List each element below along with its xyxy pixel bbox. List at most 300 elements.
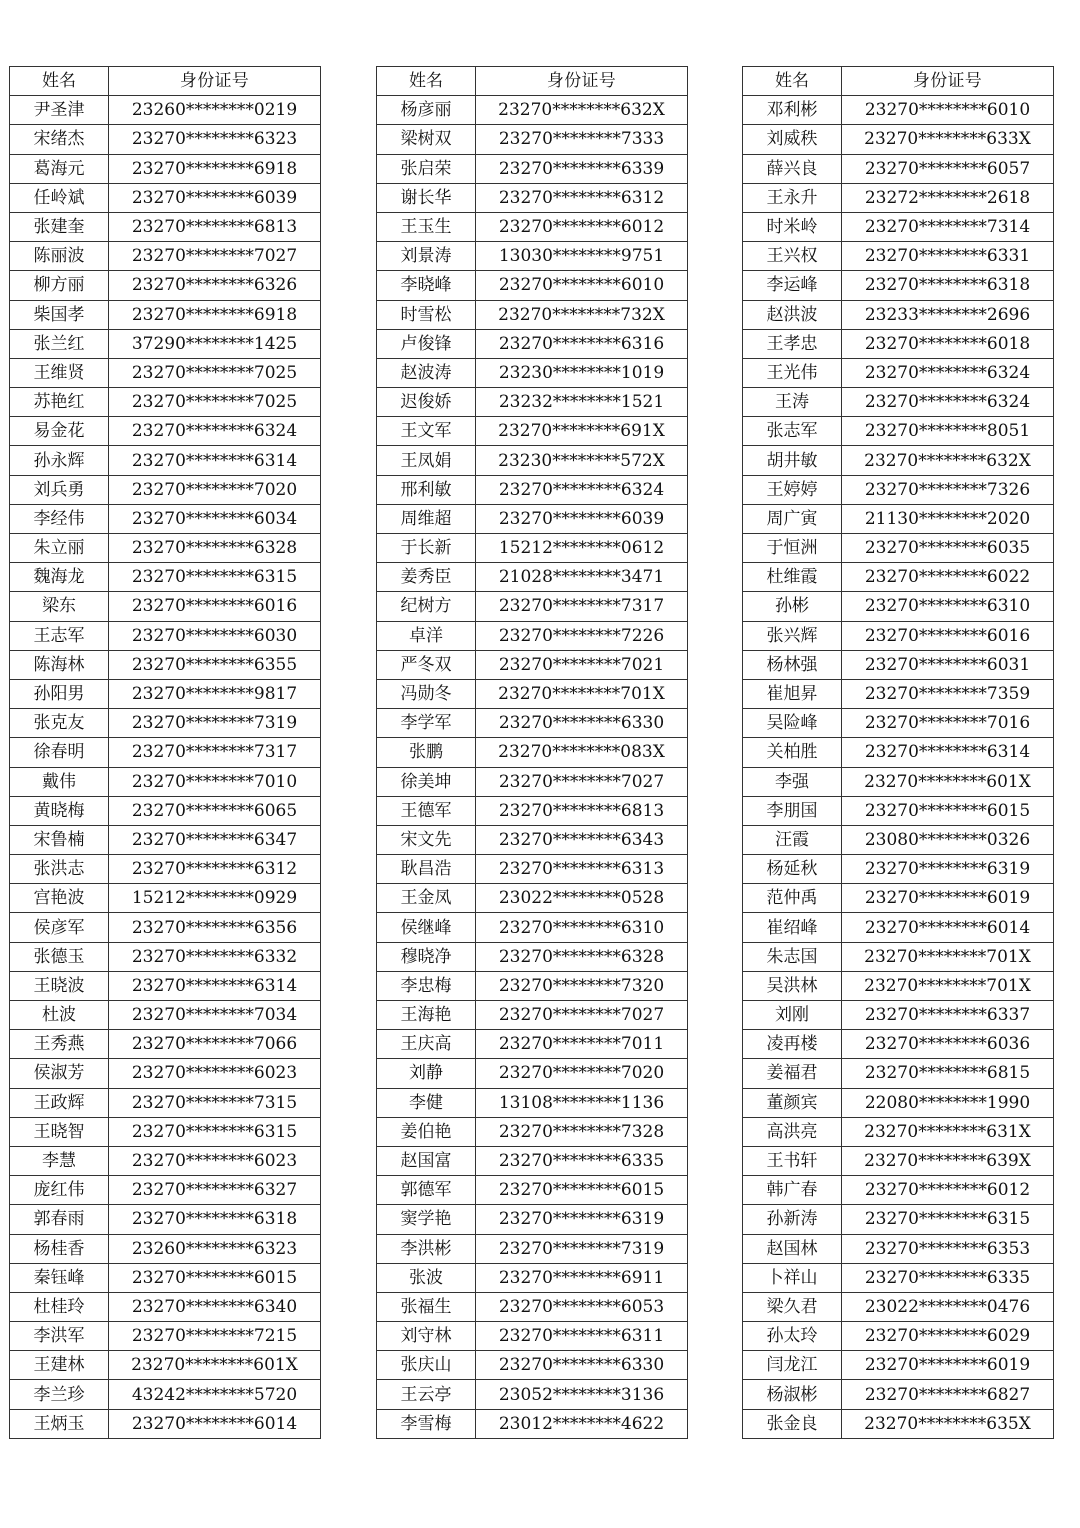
table-row <box>743 96 1054 125</box>
id-number-cell: 23270********6347 <box>109 825 321 854</box>
id-number-cell: 23270********6318 <box>109 1205 321 1234</box>
name-cell: 王维贤 <box>10 358 109 387</box>
table-row <box>10 300 321 329</box>
id-number-cell: 23270********6030 <box>109 621 321 650</box>
roster-table-3 <box>742 66 1054 1439</box>
table-row <box>743 242 1054 271</box>
table-row <box>377 242 688 271</box>
table-row <box>377 475 688 504</box>
name-cell: 张德玉 <box>10 942 109 971</box>
table-row <box>377 1380 688 1409</box>
table-row <box>377 271 688 300</box>
name-cell: 邓利彬 <box>743 96 842 125</box>
table-row <box>10 534 321 563</box>
id-number-cell: 37290********1425 <box>109 329 321 358</box>
table-row <box>743 271 1054 300</box>
name-cell: 姜秀臣 <box>377 563 476 592</box>
id-number-cell: 23270********6340 <box>109 1292 321 1321</box>
id-number-cell: 23270********7326 <box>842 475 1054 504</box>
name-cell: 吴洪林 <box>743 971 842 1000</box>
table-row <box>10 942 321 971</box>
id-number-cell: 13030********9751 <box>476 242 688 271</box>
id-number-cell: 23260********6323 <box>109 1234 321 1263</box>
table-row <box>377 709 688 738</box>
name-cell: 李经伟 <box>10 504 109 533</box>
name-cell: 姜伯艳 <box>377 1117 476 1146</box>
name-cell: 王光伟 <box>743 358 842 387</box>
table-row <box>743 563 1054 592</box>
table-row <box>10 621 321 650</box>
id-number-cell: 23270********6326 <box>109 271 321 300</box>
id-number-cell: 23270********7319 <box>109 709 321 738</box>
table-row <box>10 96 321 125</box>
name-cell: 凌再楼 <box>743 1030 842 1059</box>
table-row <box>743 650 1054 679</box>
name-cell: 秦钰峰 <box>10 1263 109 1292</box>
table-row <box>10 446 321 475</box>
table-row <box>743 913 1054 942</box>
id-number-cell: 23270********6035 <box>842 534 1054 563</box>
table-row <box>743 679 1054 708</box>
name-cell: 王晓波 <box>10 971 109 1000</box>
id-number-cell: 23270********6335 <box>476 1146 688 1175</box>
name-cell: 王金凤 <box>377 884 476 913</box>
name-cell: 吴险峰 <box>743 709 842 738</box>
name-cell: 卜祥山 <box>743 1263 842 1292</box>
id-number-cell: 23270********6023 <box>109 1059 321 1088</box>
id-number-cell: 23270********6014 <box>109 1409 321 1438</box>
table-row <box>377 592 688 621</box>
name-cell: 孙彬 <box>743 592 842 621</box>
table-row <box>743 183 1054 212</box>
id-number-cell: 23270********7027 <box>476 1001 688 1030</box>
name-cell: 李兰珍 <box>10 1380 109 1409</box>
table-row <box>743 446 1054 475</box>
id-number-cell: 23080********0326 <box>842 825 1054 854</box>
id-number-cell: 23270********6015 <box>476 1176 688 1205</box>
table-row <box>10 154 321 183</box>
id-number-cell: 23270********6827 <box>842 1380 1054 1409</box>
id-number-cell: 23270********6034 <box>109 504 321 533</box>
name-cell: 王婷婷 <box>743 475 842 504</box>
table-row <box>743 796 1054 825</box>
id-number-cell: 23270********6016 <box>842 621 1054 650</box>
name-cell: 陈海林 <box>10 650 109 679</box>
name-cell: 杨淑彬 <box>743 1380 842 1409</box>
table-row <box>377 300 688 329</box>
table-row <box>10 417 321 446</box>
id-number-cell: 23270********691X <box>476 417 688 446</box>
name-cell: 杨林强 <box>743 650 842 679</box>
table-row <box>377 1322 688 1351</box>
id-number-cell: 23270********6310 <box>842 592 1054 621</box>
name-cell: 李学军 <box>377 709 476 738</box>
table-row <box>743 942 1054 971</box>
id-header: 身份证号 <box>842 67 1054 96</box>
table-row <box>743 212 1054 241</box>
table-row <box>10 884 321 913</box>
id-header: 身份证号 <box>476 67 688 96</box>
table-row <box>10 1001 321 1030</box>
id-number-cell: 23270********6012 <box>842 1176 1054 1205</box>
table-row <box>377 1351 688 1380</box>
table-row <box>743 358 1054 387</box>
table-row <box>10 592 321 621</box>
name-cell: 卢俊锋 <box>377 329 476 358</box>
id-number-cell: 23270********7315 <box>109 1088 321 1117</box>
name-cell: 王德军 <box>377 796 476 825</box>
roster-table-1 <box>9 66 321 1439</box>
table-row <box>743 475 1054 504</box>
table-row <box>377 971 688 1000</box>
table-row <box>743 1059 1054 1088</box>
name-cell: 刘静 <box>377 1059 476 1088</box>
name-cell: 刘威秩 <box>743 125 842 154</box>
id-number-cell: 23270********7333 <box>476 125 688 154</box>
id-number-cell: 23270********6918 <box>109 300 321 329</box>
name-cell: 姜福君 <box>743 1059 842 1088</box>
name-cell: 卓洋 <box>377 621 476 650</box>
table-row <box>743 1351 1054 1380</box>
id-number-cell: 23270********6310 <box>476 913 688 942</box>
name-cell: 杨延秋 <box>743 855 842 884</box>
table-row <box>377 1030 688 1059</box>
id-number-cell: 23270********6039 <box>476 504 688 533</box>
name-cell: 范仲禹 <box>743 884 842 913</box>
table-row <box>743 1176 1054 1205</box>
table-row <box>743 825 1054 854</box>
id-number-cell: 23270********6314 <box>109 446 321 475</box>
name-cell: 刘刚 <box>743 1001 842 1030</box>
name-cell: 李洪军 <box>10 1322 109 1351</box>
name-cell: 赵国富 <box>377 1146 476 1175</box>
name-cell: 宫艳波 <box>10 884 109 913</box>
table-row <box>10 125 321 154</box>
table-row <box>377 446 688 475</box>
table-row <box>10 242 321 271</box>
name-cell: 邢利敏 <box>377 475 476 504</box>
id-number-cell: 23270********6324 <box>842 388 1054 417</box>
id-number-cell: 23270********7215 <box>109 1322 321 1351</box>
table-body <box>10 96 321 1439</box>
table-row <box>10 1409 321 1438</box>
name-cell: 李慧 <box>10 1146 109 1175</box>
name-cell: 穆晓净 <box>377 942 476 971</box>
id-number-cell: 23270********6018 <box>842 329 1054 358</box>
name-cell: 宋鲁楠 <box>10 825 109 854</box>
table-row <box>10 329 321 358</box>
name-cell: 高洪亮 <box>743 1117 842 1146</box>
name-cell: 张启荣 <box>377 154 476 183</box>
table-row <box>743 767 1054 796</box>
name-cell: 耿昌浩 <box>377 855 476 884</box>
id-number-cell: 23270********6053 <box>476 1292 688 1321</box>
name-cell: 侯继峰 <box>377 913 476 942</box>
name-cell: 严冬双 <box>377 650 476 679</box>
id-number-cell: 23270********6318 <box>842 271 1054 300</box>
id-number-cell: 23270********7319 <box>476 1234 688 1263</box>
id-number-cell: 23270********6315 <box>109 1117 321 1146</box>
name-cell: 于长新 <box>377 534 476 563</box>
table-row <box>377 96 688 125</box>
table-row <box>377 125 688 154</box>
name-cell: 王永升 <box>743 183 842 212</box>
id-number-cell: 23270********632X <box>842 446 1054 475</box>
name-cell: 关柏胜 <box>743 738 842 767</box>
name-cell: 时雪松 <box>377 300 476 329</box>
id-number-cell: 23270********6813 <box>109 212 321 241</box>
id-number-cell: 23012********4622 <box>476 1409 688 1438</box>
id-number-cell: 23270********7314 <box>842 212 1054 241</box>
id-number-cell: 23270********6335 <box>842 1263 1054 1292</box>
id-number-cell: 23270********6356 <box>109 913 321 942</box>
table-row <box>743 1205 1054 1234</box>
table-row <box>10 358 321 387</box>
name-cell: 刘景涛 <box>377 242 476 271</box>
id-number-cell: 23270********7226 <box>476 621 688 650</box>
table-row <box>743 971 1054 1000</box>
id-number-cell: 23270********7359 <box>842 679 1054 708</box>
table-row <box>377 534 688 563</box>
table-row <box>743 125 1054 154</box>
table-row <box>10 767 321 796</box>
name-cell: 王秀燕 <box>10 1030 109 1059</box>
table-row <box>10 796 321 825</box>
id-number-cell: 23022********0528 <box>476 884 688 913</box>
table-row <box>10 1117 321 1146</box>
name-cell: 张兰红 <box>10 329 109 358</box>
table-row <box>10 913 321 942</box>
table-row <box>377 679 688 708</box>
name-cell: 刘守林 <box>377 1322 476 1351</box>
id-number-cell: 23270********6039 <box>109 183 321 212</box>
name-cell: 张庆山 <box>377 1351 476 1380</box>
name-cell: 梁东 <box>10 592 109 621</box>
name-cell: 李忠梅 <box>377 971 476 1000</box>
name-header: 姓名 <box>10 67 109 96</box>
header-row <box>743 67 1054 96</box>
id-number-cell: 23270********633X <box>842 125 1054 154</box>
table-row <box>377 212 688 241</box>
table-row <box>743 738 1054 767</box>
table-row <box>10 1263 321 1292</box>
name-cell: 张鹏 <box>377 738 476 767</box>
table-row <box>743 1409 1054 1438</box>
id-number-cell: 23270********6019 <box>842 884 1054 913</box>
name-cell: 崔旭昇 <box>743 679 842 708</box>
id-number-cell: 23270********6023 <box>109 1146 321 1175</box>
name-cell: 李洪彬 <box>377 1234 476 1263</box>
table-row <box>377 796 688 825</box>
id-number-cell: 23270********6319 <box>476 1205 688 1234</box>
table-row <box>743 534 1054 563</box>
id-number-cell: 23270********601X <box>842 767 1054 796</box>
name-cell: 窦学艳 <box>377 1205 476 1234</box>
id-number-cell: 23233********2696 <box>842 300 1054 329</box>
id-number-cell: 23270********701X <box>476 679 688 708</box>
id-number-cell: 21028********3471 <box>476 563 688 592</box>
name-cell: 王涛 <box>743 388 842 417</box>
name-cell: 王志军 <box>10 621 109 650</box>
table-row <box>743 884 1054 913</box>
name-cell: 张波 <box>377 1263 476 1292</box>
table-row <box>10 709 321 738</box>
id-number-cell: 23270********6319 <box>842 855 1054 884</box>
id-number-cell: 23270********6911 <box>476 1263 688 1292</box>
name-cell: 陈丽波 <box>10 242 109 271</box>
name-cell: 徐美坤 <box>377 767 476 796</box>
name-cell: 赵波涛 <box>377 358 476 387</box>
table-row <box>10 1322 321 1351</box>
name-cell: 梁树双 <box>377 125 476 154</box>
id-number-cell: 23270********6029 <box>842 1322 1054 1351</box>
name-cell: 宋文先 <box>377 825 476 854</box>
id-number-cell: 23270********6065 <box>109 796 321 825</box>
table-row <box>10 388 321 417</box>
name-cell: 柴国孝 <box>10 300 109 329</box>
id-number-cell: 23270********732X <box>476 300 688 329</box>
id-number-cell: 23270********6036 <box>842 1030 1054 1059</box>
name-cell: 杨彦丽 <box>377 96 476 125</box>
table-row <box>743 621 1054 650</box>
table-row <box>377 417 688 446</box>
table-row <box>743 1322 1054 1351</box>
name-cell: 李晓峰 <box>377 271 476 300</box>
id-number-cell: 23270********7020 <box>109 475 321 504</box>
id-number-cell: 23270********6311 <box>476 1322 688 1351</box>
header-row <box>377 67 688 96</box>
name-cell: 孙阳男 <box>10 679 109 708</box>
name-cell: 庞红伟 <box>10 1176 109 1205</box>
table-row <box>743 1292 1054 1321</box>
name-cell: 王孝忠 <box>743 329 842 358</box>
name-cell: 葛海元 <box>10 154 109 183</box>
name-header: 姓名 <box>377 67 476 96</box>
name-cell: 易金花 <box>10 417 109 446</box>
table-row <box>10 563 321 592</box>
table-row <box>743 1001 1054 1030</box>
table-row <box>10 1059 321 1088</box>
id-number-cell: 23270********6815 <box>842 1059 1054 1088</box>
name-cell: 王玉生 <box>377 212 476 241</box>
name-cell: 魏海龙 <box>10 563 109 592</box>
id-number-cell: 23270********6918 <box>109 154 321 183</box>
id-number-cell: 23270********7021 <box>476 650 688 679</box>
name-cell: 朱立丽 <box>10 534 109 563</box>
id-number-cell: 23270********6343 <box>476 825 688 854</box>
id-number-cell: 43242********5720 <box>109 1380 321 1409</box>
name-cell: 王文军 <box>377 417 476 446</box>
id-number-cell: 23270********639X <box>842 1146 1054 1175</box>
table-row <box>10 1205 321 1234</box>
id-number-cell: 23270********6313 <box>476 855 688 884</box>
name-cell: 李运峰 <box>743 271 842 300</box>
table-row <box>377 329 688 358</box>
table-row <box>377 738 688 767</box>
table-row <box>377 1234 688 1263</box>
name-cell: 张兴辉 <box>743 621 842 650</box>
id-number-cell: 15212********0929 <box>109 884 321 913</box>
id-number-cell: 23270********6010 <box>842 96 1054 125</box>
table-row <box>10 1380 321 1409</box>
id-number-cell: 23270********6022 <box>842 563 1054 592</box>
name-cell: 崔绍峰 <box>743 913 842 942</box>
table-row <box>377 1263 688 1292</box>
table-row <box>10 679 321 708</box>
name-cell: 杜维霞 <box>743 563 842 592</box>
name-cell: 张福生 <box>377 1292 476 1321</box>
name-cell: 孙新涛 <box>743 1205 842 1234</box>
id-number-cell: 23270********6337 <box>842 1001 1054 1030</box>
name-cell: 任岭斌 <box>10 183 109 212</box>
table-row <box>10 475 321 504</box>
table-row <box>377 183 688 212</box>
table-row <box>743 504 1054 533</box>
table-row <box>377 1001 688 1030</box>
table-row <box>10 1088 321 1117</box>
id-number-cell: 23270********6339 <box>476 154 688 183</box>
table-row <box>10 1176 321 1205</box>
id-number-cell: 15212********0612 <box>476 534 688 563</box>
name-cell: 纪树方 <box>377 592 476 621</box>
table-row <box>743 154 1054 183</box>
id-number-cell: 23270********6315 <box>842 1205 1054 1234</box>
name-cell: 张志军 <box>743 417 842 446</box>
id-number-cell: 23270********7010 <box>109 767 321 796</box>
name-cell: 王政辉 <box>10 1088 109 1117</box>
id-number-cell: 23270********8051 <box>842 417 1054 446</box>
name-cell: 王凤娟 <box>377 446 476 475</box>
id-number-cell: 23270********6332 <box>109 942 321 971</box>
name-cell: 王庆高 <box>377 1030 476 1059</box>
name-cell: 汪霞 <box>743 825 842 854</box>
roster-table-2 <box>376 66 688 1439</box>
name-cell: 董颜宾 <box>743 1088 842 1117</box>
id-number-cell: 23270********6316 <box>476 329 688 358</box>
table-row <box>377 1176 688 1205</box>
name-cell: 周广寅 <box>743 504 842 533</box>
id-number-cell: 23270********6328 <box>476 942 688 971</box>
name-cell: 杜桂玲 <box>10 1292 109 1321</box>
id-number-cell: 23270********6331 <box>842 242 1054 271</box>
table-row <box>377 767 688 796</box>
id-number-cell: 23270********7027 <box>109 242 321 271</box>
table-row <box>10 212 321 241</box>
table-row <box>377 1117 688 1146</box>
id-number-cell: 23270********6016 <box>109 592 321 621</box>
table-row <box>377 621 688 650</box>
name-cell: 侯淑芳 <box>10 1059 109 1088</box>
id-number-cell: 23270********6014 <box>842 913 1054 942</box>
id-number-cell: 23270********083X <box>476 738 688 767</box>
name-cell: 闫龙江 <box>743 1351 842 1380</box>
id-number-cell: 23270********6813 <box>476 796 688 825</box>
table-row <box>377 1059 688 1088</box>
name-cell: 王炳玉 <box>10 1409 109 1438</box>
id-number-cell: 23270********601X <box>109 1351 321 1380</box>
name-cell: 王海艳 <box>377 1001 476 1030</box>
name-cell: 郭德军 <box>377 1176 476 1205</box>
table-row <box>377 504 688 533</box>
id-header: 身份证号 <box>109 67 321 96</box>
table-row <box>743 592 1054 621</box>
name-cell: 谢长华 <box>377 183 476 212</box>
table-row <box>377 563 688 592</box>
name-cell: 张建奎 <box>10 212 109 241</box>
table-row <box>743 1263 1054 1292</box>
id-number-cell: 23270********631X <box>842 1117 1054 1146</box>
name-cell: 苏艳红 <box>10 388 109 417</box>
